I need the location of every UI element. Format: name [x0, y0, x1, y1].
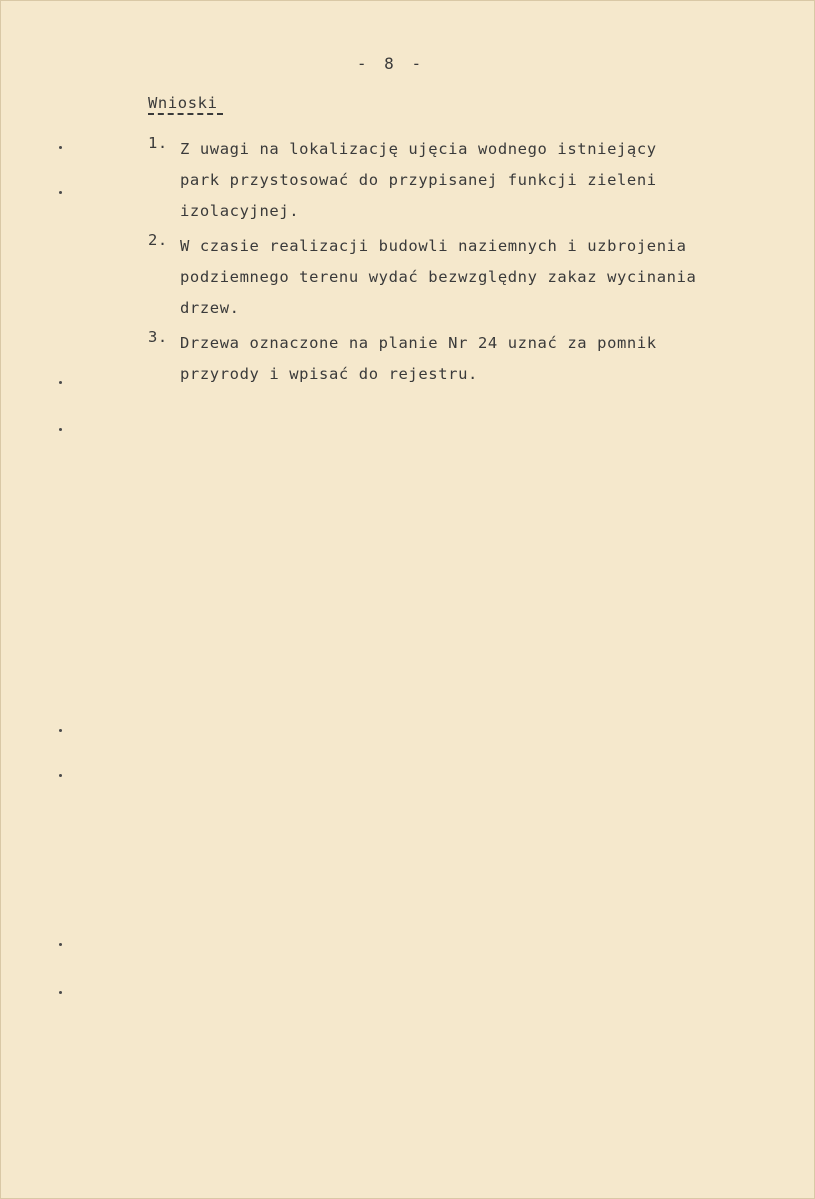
item-line: drzew.: [180, 299, 240, 317]
item-number: 1.: [148, 134, 168, 152]
margin-mark: [59, 943, 62, 946]
heading-underline: [148, 113, 223, 115]
page-number: - 8 -: [356, 54, 426, 73]
margin-mark: [59, 428, 62, 431]
item-line: izolacyjnej.: [180, 202, 300, 220]
section-heading: Wnioski: [148, 94, 218, 112]
list-item: [148, 231, 748, 324]
item-line: W czasie realizacji budowli naziemnych i uzbrojenia: [180, 237, 687, 255]
list-item: [148, 328, 748, 390]
margin-mark: [59, 774, 62, 777]
margin-mark: [59, 146, 62, 149]
margin-mark: [59, 381, 62, 384]
margin-mark: [59, 191, 62, 194]
list-item: [148, 134, 748, 227]
conclusions-list: [148, 134, 748, 394]
margin-mark: [59, 991, 62, 994]
item-line: park przystosować do przypisanej funkcji zieleni: [180, 171, 657, 189]
item-line: podziemnego terenu wydać bezwzględny zakaz wycinania: [180, 268, 697, 286]
item-line: Drzewa oznaczone na planie Nr 24 uznać za pomnik: [180, 334, 657, 352]
item-number: 2.: [148, 231, 168, 249]
item-number: 3.: [148, 328, 168, 346]
margin-mark: [59, 729, 62, 732]
item-line: przyrody i wpisać do rejestru.: [180, 365, 478, 383]
item-line: Z uwagi na lokalizację ujęcia wodnego istniejący: [180, 140, 657, 158]
